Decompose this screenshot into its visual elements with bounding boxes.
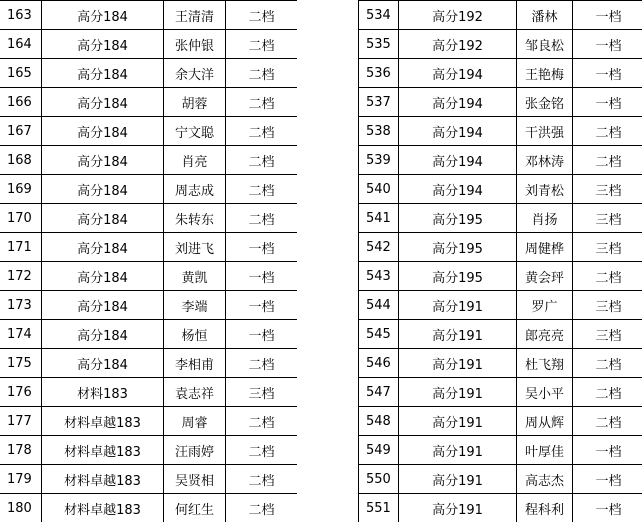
row-number-cell[interactable]: 537: [359, 88, 399, 117]
grade-cell[interactable]: 二档: [226, 146, 298, 175]
row-number-cell[interactable]: 549: [359, 436, 399, 465]
table-row: [359, 291, 642, 320]
name-cell[interactable]: 周志成: [164, 175, 226, 204]
row-number-cell[interactable]: 175: [0, 349, 42, 378]
table-row: [0, 117, 298, 146]
name-cell[interactable]: 宁文聪: [164, 117, 226, 146]
row-number-cell[interactable]: 164: [0, 30, 42, 59]
row-number-cell[interactable]: 545: [359, 320, 399, 349]
table-row: [0, 407, 298, 436]
row-number-cell[interactable]: 548: [359, 407, 399, 436]
name-cell[interactable]: 黄会玶: [517, 262, 573, 291]
table-row: [359, 204, 642, 233]
name-cell[interactable]: 胡蓉: [164, 88, 226, 117]
grade-cell[interactable]: 三档: [573, 204, 642, 233]
grade-cell[interactable]: 一档: [573, 1, 642, 30]
table-row: [0, 146, 298, 175]
grade-cell[interactable]: 一档: [573, 88, 642, 117]
row-number-cell[interactable]: 170: [0, 204, 42, 233]
table-row: [0, 233, 298, 262]
left-table: [0, 0, 298, 522]
class-cell[interactable]: 高分191: [399, 436, 517, 465]
grade-cell[interactable]: 一档: [226, 262, 298, 291]
class-cell[interactable]: 高分184: [42, 30, 164, 59]
row-number-cell[interactable]: 167: [0, 117, 42, 146]
name-cell[interactable]: 王艳梅: [517, 59, 573, 88]
table-row: [359, 436, 642, 465]
row-number-cell[interactable]: 169: [0, 175, 42, 204]
class-cell[interactable]: 材料卓越183: [42, 465, 164, 494]
grade-cell[interactable]: 一档: [226, 291, 298, 320]
name-cell[interactable]: 邹良松: [517, 30, 573, 59]
class-cell[interactable]: 高分184: [42, 88, 164, 117]
table-row: [359, 175, 642, 204]
name-cell[interactable]: 高志杰: [517, 465, 573, 494]
row-number-cell[interactable]: 165: [0, 59, 42, 88]
class-cell[interactable]: 高分191: [399, 320, 517, 349]
name-cell[interactable]: 周从辉: [517, 407, 573, 436]
class-cell[interactable]: 高分191: [399, 407, 517, 436]
table-row: [359, 407, 642, 436]
class-cell[interactable]: 材料卓越183: [42, 407, 164, 436]
class-cell[interactable]: 高分184: [42, 262, 164, 291]
row-number-cell[interactable]: 539: [359, 146, 399, 175]
table-row: [0, 30, 298, 59]
row-number-cell[interactable]: 166: [0, 88, 42, 117]
class-cell[interactable]: 材料183: [42, 378, 164, 407]
class-cell[interactable]: 高分184: [42, 59, 164, 88]
class-cell[interactable]: 高分194: [399, 175, 517, 204]
table-row: [359, 465, 642, 494]
column-gap: [297, 0, 358, 522]
table-row: [359, 88, 642, 117]
grade-cell[interactable]: 二档: [226, 494, 298, 522]
row-number-cell[interactable]: 174: [0, 320, 42, 349]
class-cell[interactable]: 高分184: [42, 320, 164, 349]
grade-cell[interactable]: 一档: [573, 465, 642, 494]
table-row: [359, 59, 642, 88]
name-cell[interactable]: 周健桦: [517, 233, 573, 262]
name-cell[interactable]: 叶厚佳: [517, 436, 573, 465]
grade-cell[interactable]: 二档: [573, 407, 642, 436]
class-cell[interactable]: 材料卓越183: [42, 436, 164, 465]
table-row: [0, 378, 298, 407]
row-number-cell[interactable]: 168: [0, 146, 42, 175]
name-cell[interactable]: 周睿: [164, 407, 226, 436]
class-cell[interactable]: 高分191: [399, 465, 517, 494]
right-table: [358, 0, 642, 522]
grade-cell[interactable]: 二档: [226, 88, 298, 117]
class-cell[interactable]: 高分184: [42, 1, 164, 30]
row-number-cell[interactable]: 180: [0, 494, 42, 522]
left-table-body: [0, 1, 298, 522]
table-row: [359, 378, 642, 407]
class-cell[interactable]: 高分184: [42, 117, 164, 146]
table-row: [359, 262, 642, 291]
name-cell[interactable]: 杜飞翔: [517, 349, 573, 378]
table-row: [359, 233, 642, 262]
row-number-cell[interactable]: 172: [0, 262, 42, 291]
table-row: [359, 320, 642, 349]
row-number-cell[interactable]: 542: [359, 233, 399, 262]
class-cell[interactable]: 高分184: [42, 204, 164, 233]
table-row: [0, 204, 298, 233]
table-row: [359, 494, 642, 522]
name-cell[interactable]: 吴小平: [517, 378, 573, 407]
class-cell[interactable]: 高分194: [399, 117, 517, 146]
class-cell[interactable]: 高分191: [399, 349, 517, 378]
grade-cell[interactable]: 一档: [226, 320, 298, 349]
name-cell[interactable]: 杨恒: [164, 320, 226, 349]
table-row: [359, 1, 642, 30]
name-cell[interactable]: 刘青松: [517, 175, 573, 204]
table-row: [0, 494, 298, 522]
grade-cell[interactable]: 三档: [573, 233, 642, 262]
grade-cell[interactable]: 一档: [226, 233, 298, 262]
table-row: [359, 349, 642, 378]
row-number-cell[interactable]: 544: [359, 291, 399, 320]
table-row: [0, 1, 298, 30]
name-cell[interactable]: 汪雨婷: [164, 436, 226, 465]
grade-cell[interactable]: 一档: [573, 59, 642, 88]
table-row: [359, 117, 642, 146]
class-cell[interactable]: 高分184: [42, 233, 164, 262]
grade-cell[interactable]: 三档: [573, 320, 642, 349]
class-cell[interactable]: 高分184: [42, 291, 164, 320]
name-cell[interactable]: 何红生: [164, 494, 226, 522]
class-cell[interactable]: 高分194: [399, 88, 517, 117]
class-cell[interactable]: 高分191: [399, 291, 517, 320]
class-cell[interactable]: 高分191: [399, 378, 517, 407]
grade-cell[interactable]: 二档: [226, 349, 298, 378]
grade-cell[interactable]: 二档: [573, 349, 642, 378]
table-row: [0, 436, 298, 465]
class-cell[interactable]: 高分192: [399, 30, 517, 59]
name-cell[interactable]: 王清清: [164, 1, 226, 30]
row-number-cell[interactable]: 541: [359, 204, 399, 233]
name-cell[interactable]: 程科利: [517, 494, 573, 522]
table-row: [0, 262, 298, 291]
name-cell[interactable]: 刘进飞: [164, 233, 226, 262]
table-row: [0, 291, 298, 320]
table-row: [359, 146, 642, 175]
row-number-cell[interactable]: 177: [0, 407, 42, 436]
grade-cell[interactable]: 二档: [226, 465, 298, 494]
name-cell[interactable]: 肖扬: [517, 204, 573, 233]
row-number-cell[interactable]: 173: [0, 291, 42, 320]
grade-cell[interactable]: 二档: [226, 59, 298, 88]
grade-cell[interactable]: 二档: [226, 407, 298, 436]
grade-cell[interactable]: 三档: [573, 175, 642, 204]
grade-cell[interactable]: 二档: [226, 30, 298, 59]
row-number-cell[interactable]: 178: [0, 436, 42, 465]
class-cell[interactable]: 高分195: [399, 233, 517, 262]
grade-cell[interactable]: 二档: [573, 378, 642, 407]
table-row: [359, 30, 642, 59]
name-cell[interactable]: 黄凯: [164, 262, 226, 291]
grade-cell[interactable]: 一档: [573, 494, 642, 522]
row-number-cell[interactable]: 534: [359, 1, 399, 30]
class-cell[interactable]: 高分194: [399, 59, 517, 88]
row-number-cell[interactable]: 176: [0, 378, 42, 407]
grade-cell[interactable]: 三档: [226, 378, 298, 407]
name-cell[interactable]: 袁志祥: [164, 378, 226, 407]
grade-cell[interactable]: 一档: [573, 436, 642, 465]
name-cell[interactable]: 干洪强: [517, 117, 573, 146]
table-row: [0, 88, 298, 117]
name-cell[interactable]: 郎亮亮: [517, 320, 573, 349]
row-number-cell[interactable]: 543: [359, 262, 399, 291]
name-cell[interactable]: 张仲银: [164, 30, 226, 59]
grade-cell[interactable]: 二档: [226, 1, 298, 30]
name-cell[interactable]: 朱转东: [164, 204, 226, 233]
class-cell[interactable]: 高分191: [399, 494, 517, 522]
right-table-body: [359, 1, 642, 522]
name-cell[interactable]: 罗广: [517, 291, 573, 320]
row-number-cell[interactable]: 535: [359, 30, 399, 59]
row-number-cell[interactable]: 179: [0, 465, 42, 494]
table-row: [0, 175, 298, 204]
grade-cell[interactable]: 二档: [226, 117, 298, 146]
table-row: [0, 349, 298, 378]
class-cell[interactable]: 高分194: [399, 146, 517, 175]
row-number-cell[interactable]: 538: [359, 117, 399, 146]
row-number-cell[interactable]: 550: [359, 465, 399, 494]
class-cell[interactable]: 高分195: [399, 204, 517, 233]
class-cell[interactable]: 高分195: [399, 262, 517, 291]
class-cell[interactable]: 高分184: [42, 146, 164, 175]
table-row: [0, 320, 298, 349]
grade-cell[interactable]: 二档: [573, 146, 642, 175]
grade-cell[interactable]: 二档: [226, 436, 298, 465]
grade-cell[interactable]: 二档: [226, 204, 298, 233]
row-number-cell[interactable]: 163: [0, 1, 42, 30]
row-number-cell[interactable]: 540: [359, 175, 399, 204]
grade-cell[interactable]: 一档: [573, 30, 642, 59]
row-number-cell[interactable]: 536: [359, 59, 399, 88]
name-cell[interactable]: 张金铭: [517, 88, 573, 117]
grade-cell[interactable]: 三档: [573, 291, 642, 320]
name-cell[interactable]: 邓林涛: [517, 146, 573, 175]
name-cell[interactable]: 肖亮: [164, 146, 226, 175]
table-row: [0, 465, 298, 494]
grade-cell[interactable]: 二档: [226, 175, 298, 204]
class-cell[interactable]: 高分184: [42, 175, 164, 204]
row-number-cell[interactable]: 547: [359, 378, 399, 407]
row-number-cell[interactable]: 551: [359, 494, 399, 522]
row-number-cell[interactable]: 171: [0, 233, 42, 262]
name-cell[interactable]: 李相甫: [164, 349, 226, 378]
name-cell[interactable]: 余大洋: [164, 59, 226, 88]
name-cell[interactable]: 吴贤相: [164, 465, 226, 494]
grade-cell[interactable]: 二档: [573, 117, 642, 146]
name-cell[interactable]: 潘林: [517, 1, 573, 30]
row-number-cell[interactable]: 546: [359, 349, 399, 378]
name-cell[interactable]: 李端: [164, 291, 226, 320]
grade-cell[interactable]: 二档: [573, 262, 642, 291]
class-cell[interactable]: 高分184: [42, 349, 164, 378]
table-row: [0, 59, 298, 88]
class-cell[interactable]: 高分192: [399, 1, 517, 30]
class-cell[interactable]: 材料卓越183: [42, 494, 164, 522]
